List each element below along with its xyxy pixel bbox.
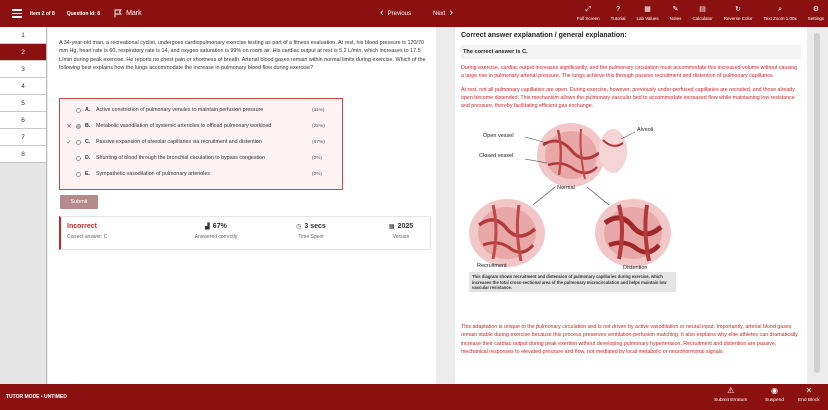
- incorrect-icon: ✕: [66, 123, 72, 130]
- fullscreen-label: Full Screen: [576, 16, 600, 21]
- capillary-diagram: [463, 115, 681, 296]
- choice-letter: E.: [85, 171, 91, 177]
- question-panel: [48, 27, 436, 384]
- choice-percent: (67%): [312, 139, 325, 145]
- text-zoom-button[interactable]: [763, 0, 796, 27]
- time-stat: [286, 223, 336, 240]
- calendar-icon: ▦: [388, 224, 395, 230]
- submit-button[interactable]: Submit: [60, 195, 98, 209]
- reverse-color-label: Reverse Color: [723, 16, 753, 21]
- explanation-paragraph: At rest, not all pulmonary capillaries are open. During exercise, however, previously under-perfused capillaries are recruited, and those already open become distended. This mechanism allows the pulmonary vascular bed to accommodate increased flow while maintaining low resistance and pressure, thereby facilitating efficient gas exchange.: [461, 86, 795, 110]
- fullscreen-icon: ⤢: [585, 6, 592, 13]
- zoom-icon: ⌕: [778, 6, 783, 13]
- lab-values-label: Lab Values: [636, 16, 659, 21]
- recruitment-label: Recruitment: [477, 263, 507, 270]
- version-stat: [381, 223, 421, 240]
- warning-icon: ⚠: [727, 386, 735, 395]
- question-nav-item[interactable]: 7: [0, 129, 46, 146]
- calculator-icon: ▤: [699, 6, 706, 13]
- clock-icon: ◷: [296, 224, 302, 230]
- panel-divider[interactable]: [436, 27, 455, 384]
- question-nav-sidebar: [0, 27, 47, 384]
- menu-icon[interactable]: [6, 9, 28, 18]
- answer-choice-d[interactable]: [60, 151, 342, 165]
- choice-letter: D.: [85, 155, 91, 161]
- gear-icon: ⚙: [812, 6, 819, 13]
- explanation-panel: [455, 27, 807, 384]
- next-icon[interactable]: ›: [449, 7, 454, 19]
- explanation-paragraph: This adaptation is unique to the pulmonary circulation and is not driven by active vasodilation or neural input. Importantly, arterial blood gases remain stable during exercise because this process preserves ventilation-perfusion matching. It also explains why elite athletes can dramatically increase their cardiac output during peak exertion without developing pulmonary hypertension. Recruitment and distention are passive, mechanical responses to elevated pressure and flow, not mediated by local metabolic or neurohormonal signals.: [461, 324, 798, 355]
- top-toolbar: [0, 0, 828, 27]
- suspend-icon: ◉: [770, 386, 778, 395]
- answer-choice-e[interactable]: [60, 167, 342, 181]
- reverse-color-icon: ↻: [735, 6, 742, 13]
- calculator-button[interactable]: [692, 0, 712, 27]
- lab-values-button[interactable]: [636, 0, 658, 27]
- explanation-paragraph: During exercise, cardiac output increases significantly, and the pulmonary circulation must accommodate this increased volume without causing a large rise in pulmonary arterial pressure. The lungs achieve this through passive recruitment and distention of pulmonary capillaries.: [461, 65, 798, 80]
- question-nav-item[interactable]: 6: [0, 112, 46, 129]
- radio-button[interactable]: [76, 108, 81, 113]
- choice-percent: (22%): [312, 123, 325, 129]
- answer-choice-a[interactable]: [60, 103, 342, 117]
- suspend-button[interactable]: [765, 387, 784, 403]
- bar-chart-icon: ▟: [205, 224, 210, 230]
- choice-letter: B.: [85, 123, 91, 129]
- choice-letter: A.: [85, 107, 91, 113]
- correct-answer-line: The correct answer is C.: [461, 45, 801, 59]
- time-label: Time Spent: [298, 234, 324, 240]
- bottom-toolbar: [0, 384, 828, 410]
- alveoli-label: Alveoli: [637, 127, 654, 134]
- explanation-title: Correct answer explanation / general explanation:: [461, 32, 627, 39]
- version-label: Version: [392, 234, 410, 240]
- percent-stat: [181, 223, 251, 240]
- answer-choices: [59, 98, 343, 190]
- item-counter: Item 2 of 8: [30, 10, 55, 17]
- radio-button[interactable]: [76, 172, 81, 177]
- question-nav-item[interactable]: 8: [0, 146, 46, 163]
- fullscreen-button[interactable]: [577, 0, 600, 27]
- question-nav-item-active[interactable]: 2: [0, 44, 46, 61]
- question-nav-item[interactable]: 5: [0, 95, 46, 112]
- question-nav-item[interactable]: 4: [0, 78, 46, 95]
- open-vessel-label: Open vessel: [483, 133, 514, 140]
- distention-label: Distention: [623, 265, 648, 272]
- scrollbar-thumb[interactable]: [814, 33, 820, 373]
- mode-label: TUTOR MODE • UNTIMED: [6, 394, 67, 400]
- submit-erratum-label: Submit Erratum: [714, 398, 748, 403]
- percent-value: 67%: [212, 223, 227, 230]
- answer-choice-b[interactable]: [60, 119, 342, 133]
- normal-label: Normal: [557, 185, 575, 192]
- question-nav-item[interactable]: 3: [0, 61, 46, 78]
- percent-label: Answered correctly: [194, 234, 238, 240]
- choice-text: Passive expansion of alveolar capillaries via recruitment and distention: [96, 139, 262, 145]
- previous-icon[interactable]: ‹: [380, 7, 384, 19]
- result-text: Incorrect: [67, 223, 97, 230]
- tutorial-label: Tutorial: [610, 16, 626, 21]
- radio-button[interactable]: [76, 124, 81, 129]
- correct-icon: ✓: [66, 139, 72, 146]
- notes-icon: ✎: [672, 6, 679, 13]
- reverse-color-button[interactable]: [724, 0, 753, 27]
- mark-label: Mark: [126, 10, 142, 17]
- question-nav-item[interactable]: 1: [0, 27, 46, 44]
- next-button[interactable]: Next: [433, 10, 446, 17]
- calculator-label: Calculator: [692, 16, 713, 21]
- question-id: Question Id: 8: [66, 10, 101, 17]
- notes-label: Notes: [669, 16, 682, 21]
- close-icon: ✕: [805, 386, 813, 395]
- explanation-scrollbar[interactable]: [807, 27, 828, 384]
- previous-button[interactable]: Previous: [387, 10, 412, 17]
- choice-percent: (11%): [312, 107, 325, 113]
- radio-button[interactable]: [76, 140, 81, 145]
- lab-icon: ▦: [644, 6, 651, 13]
- choice-text: Sympathetic vasodilation of pulmonary arterioles: [96, 171, 210, 177]
- figure-caption: This diagram shows recruitment and distension of pulmonary capillaries during exercise, which increases the total cross-sectional area of the pulmonary microcirculation and helps maintain low vascular resistance.: [469, 272, 676, 292]
- text-zoom-label: Text Zoom 1.00x: [763, 16, 797, 21]
- submit-erratum-button[interactable]: [714, 387, 747, 403]
- settings-button[interactable]: [808, 0, 824, 27]
- question-stem: A 34-year-old man, a recreational cyclist, undergoes cardiopulmonary exercise testing as part of a fitness evaluation. At rest, his blood pressure is 120/70 mm Hg, heart rate is 60, respiratory rate is 14, and oxygen saturation is 99% on room air. His cardiac output at rest is 5.2 L/min, which increases to 17.5 L/min during peak exercise. He reports no chest pain or shortness of breath. Arterial blood gases remain within normal limits during exercise. Which of the following best explains how the lungs accommodate the increase in pulmonary blood flow during exercise?: [59, 40, 426, 71]
- choice-percent: (0%): [312, 155, 323, 161]
- end-block-label: End Block: [798, 398, 820, 403]
- version-value: 2025: [397, 223, 414, 230]
- settings-label: Settings: [807, 16, 824, 21]
- tutorial-button[interactable]: [611, 0, 626, 27]
- closed-vessel-label: Closed vessel: [479, 153, 514, 160]
- choice-text: Shunting of blood through the bronchial circulation to bypass congestion: [96, 155, 266, 161]
- end-block-button[interactable]: [798, 387, 820, 403]
- choice-text: Metabolic vasodilation of systemic arterioles to offload pulmonary workload: [96, 123, 272, 129]
- answer-stats: [59, 216, 431, 250]
- choice-percent: (0%): [312, 171, 323, 177]
- flag-icon: [114, 9, 122, 18]
- choice-text: Active constriction of pulmonary venules to maintain perfusion pressure: [96, 107, 264, 113]
- help-icon: ?: [616, 6, 621, 13]
- result-stat: [67, 223, 107, 240]
- choice-letter: C.: [85, 139, 91, 145]
- time-value: 3 secs: [304, 223, 326, 230]
- answer-choice-c[interactable]: [60, 135, 342, 149]
- radio-button[interactable]: [76, 156, 81, 161]
- notes-button[interactable]: [670, 0, 682, 27]
- mark-button[interactable]: [114, 9, 142, 18]
- suspend-label: Suspend: [765, 398, 784, 403]
- correct-answer-text: Correct answer: C: [67, 234, 108, 240]
